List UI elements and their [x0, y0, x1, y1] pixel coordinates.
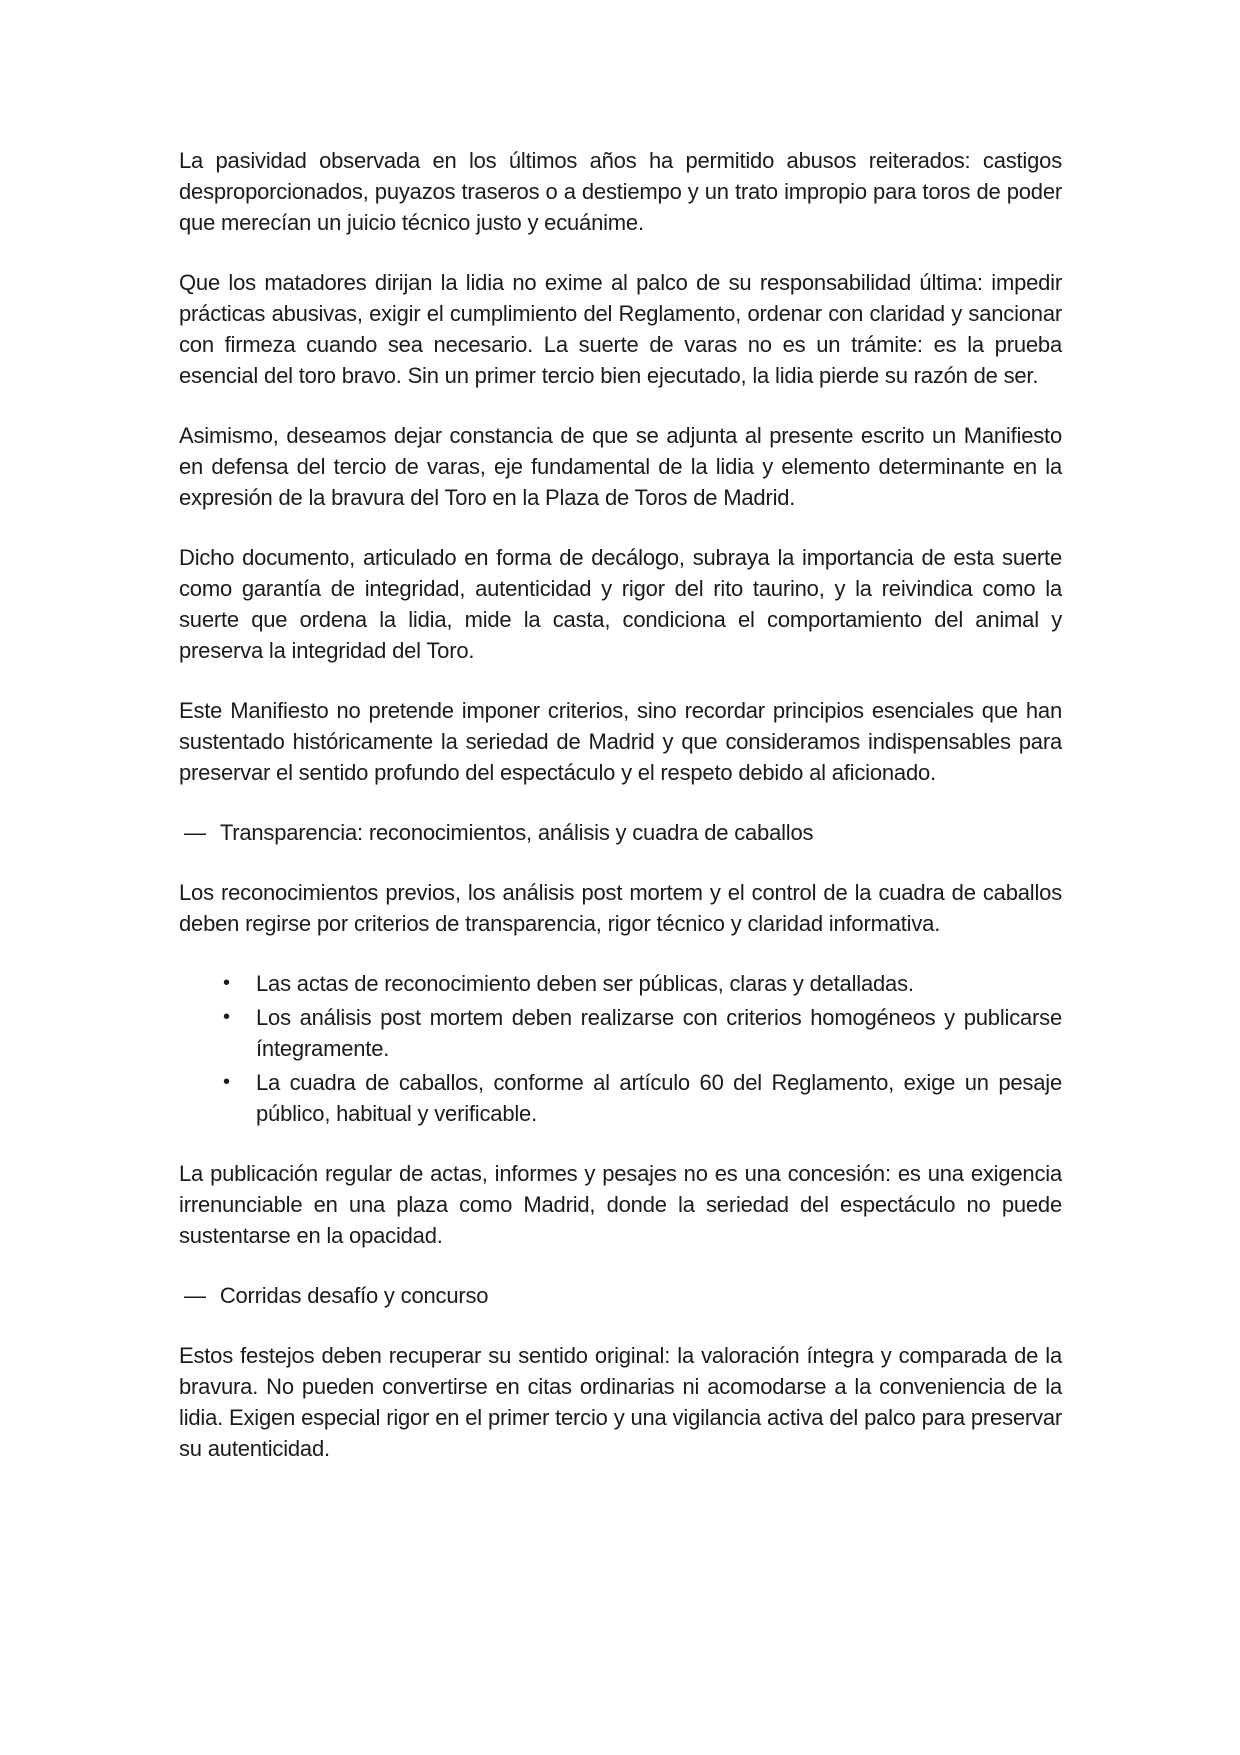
section-heading-corridas [179, 1280, 1062, 1311]
list-item [179, 1067, 1062, 1129]
list-item-text: Las actas de reconocimiento deben ser públicas, claras y detalladas. [256, 971, 914, 996]
list-item [179, 968, 1062, 999]
bullet-icon: • [223, 1006, 230, 1028]
bullet-icon: • [223, 1071, 230, 1093]
section-heading-label: Transparencia: reconocimientos, análisis y cuadra de caballos [219, 820, 814, 845]
section-heading-label: Corridas desafío y concurso [219, 1283, 489, 1308]
paragraph-festejos: Estos festejos deben recuperar su sentido original: la valoración íntegra y comparada de la bravura. No pueden convertirse en citas ordinarias ni acomodarse a la conveniencia de la lidia. Exigen especial rigor en el primer tercio y una vigilancia activa del palco para preservar su autenticidad. [179, 1343, 1062, 1461]
paragraph-publicacion: La publicación regular de actas, informes y pesajes no es una concesión: es una exigencia irrenunciable en una plaza como Madrid, donde la seriedad del espectáculo no puede sustentarse en la opacidad. [179, 1161, 1062, 1248]
paragraph-este-manifiesto: Este Manifiesto no pretende imponer criterios, sino recordar principios esenciales que han sustentado históricamente la seriedad de Madrid y que consideramos indispensables para preservar el sentido profundo del espectáculo y el respeto debido al aficionado. [179, 698, 1062, 785]
paragraph-dicho-documento: Dicho documento, articulado en forma de decálogo, subraya la importancia de esta suerte como garantía de integridad, autenticidad y rigor del rito taurino, y la reivindica como la suerte que ordena la lidia, mide la casta, condiciona el comportamiento del animal y preserva la integridad del Toro. [179, 545, 1062, 663]
paragraph-pasividad: La pasividad observada en los últimos años ha permitido abusos reiterados: castigos desproporcionados, puyazos traseros o a destiempo y un trato impropio para toros de poder que merecían un juicio técnico justo y ecuánime. [179, 148, 1062, 235]
bullet-list [179, 968, 1062, 1129]
paragraph-reconocimientos: Los reconocimientos previos, los análisis post mortem y el control de la cuadra de caballos deben regirse por criterios de transparencia, rigor técnico y claridad informativa. [179, 880, 1062, 936]
list-item-text: La cuadra de caballos, conforme al artículo 60 del Reglamento, exige un pesaje público, habitual y verificable. [256, 1070, 1062, 1126]
list-item-text: Los análisis post mortem deben realizarse con criterios homogéneos y publicarse íntegramente. [256, 1005, 1062, 1061]
paragraph-matadores: Que los matadores dirijan la lidia no exime al palco de su responsabilidad última: impedir prácticas abusivas, exigir el cumplimiento del Reglamento, ordenar con claridad y sancionar con firmeza cuando sea necesario. La suerte de varas no es un trámite: es la prueba esencial del toro bravo. Sin un primer tercio bien ejecutado, la lidia pierde su razón de ser. [179, 270, 1062, 388]
bullet-icon: • [223, 972, 230, 994]
em-dash-marker: — [184, 1283, 206, 1308]
list-item [179, 1002, 1062, 1064]
em-dash-marker: — [184, 820, 206, 845]
section-heading-transparencia [179, 817, 1062, 848]
paragraph-asimismo: Asimismo, deseamos dejar constancia de que se adjunta al presente escrito un Manifiesto en defensa del tercio de varas, eje fundamental de la lidia y elemento determinante en la expresión de la bravura del Toro en la Plaza de Toros de Madrid. [179, 423, 1062, 510]
